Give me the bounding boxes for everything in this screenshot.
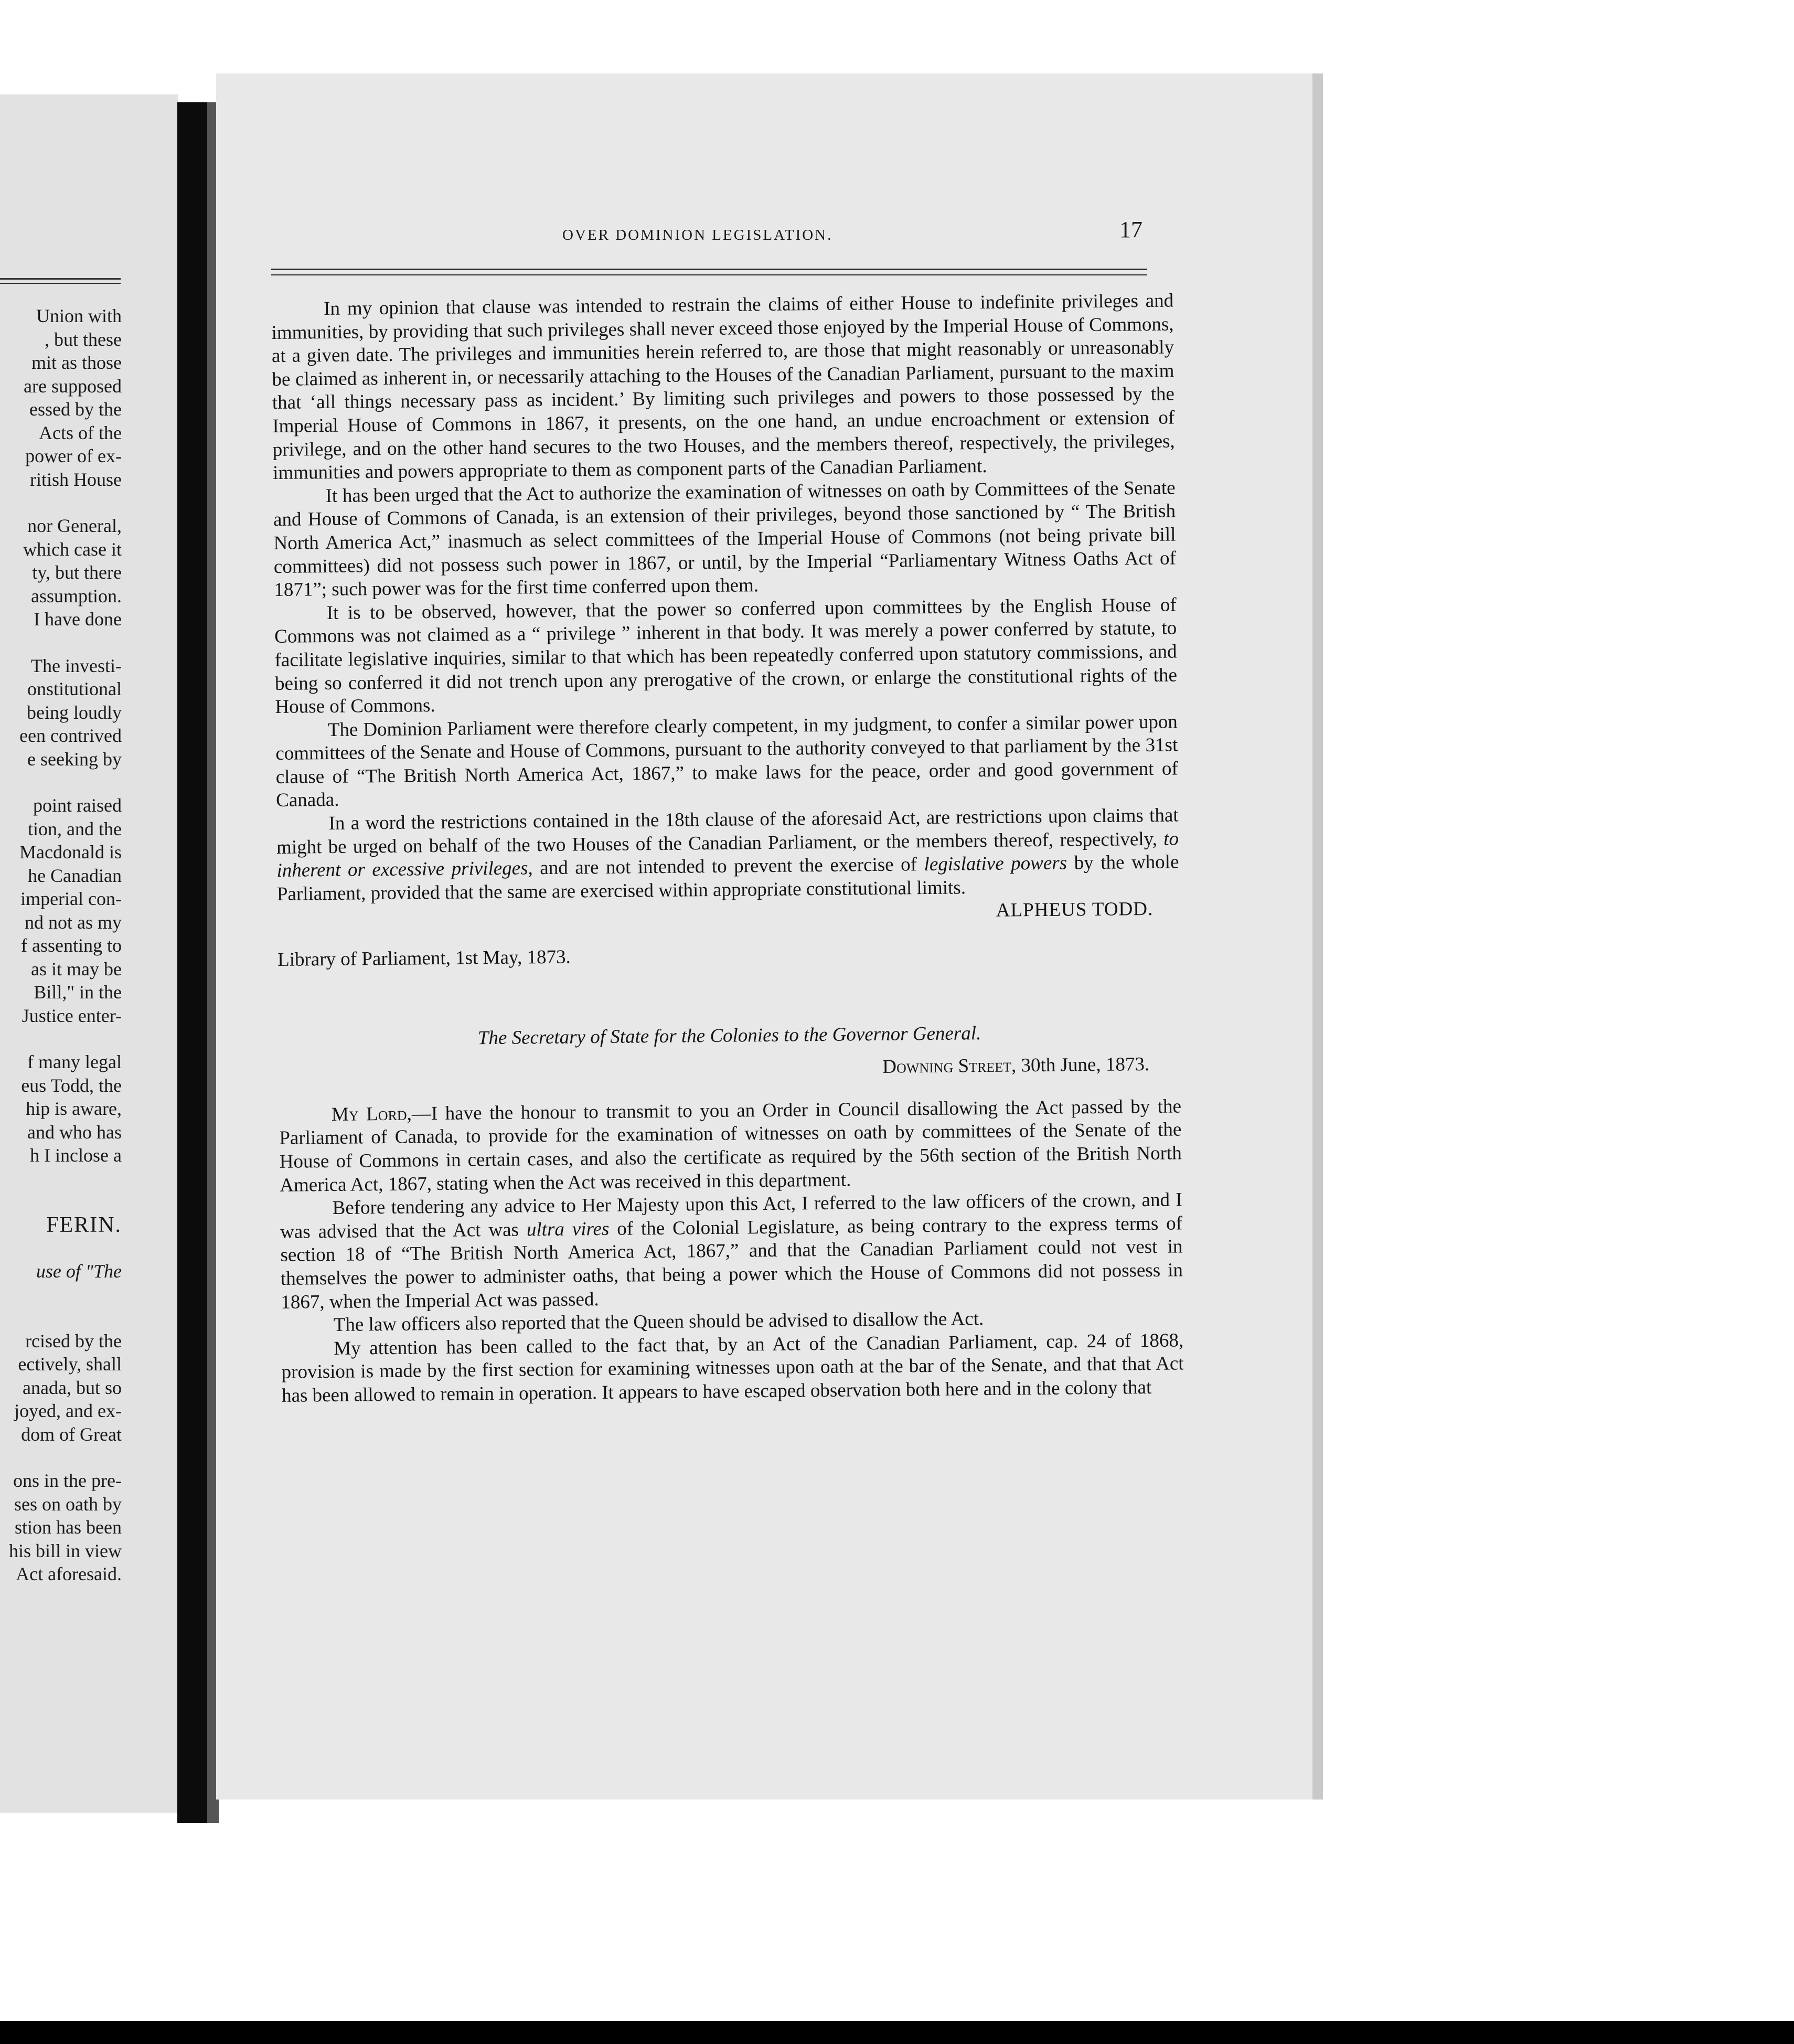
running-head: OVER DOMINION LEGISLATION. [562,227,833,243]
left-page-line: h I inclose a [30,1145,122,1166]
left-facing-page [0,94,178,1813]
left-page-line: which case it [23,538,122,560]
left-page-blank-line [0,491,122,514]
left-page-line: being loudly [27,701,122,723]
letter-paragraph-1 [279,1095,1182,1197]
left-page-line: ectively, shall [18,1354,122,1375]
dateline-place: Downing Street [882,1055,1012,1078]
memo-paragraph-4: The Dominion Parliament were therefore clearly competent, in my judgment, to confer a similar power upon committees of the Senate and House of Commons, pursuant to the authority conveyed to that parliament by the 31st clause of “The British North America Act, 1867,” to make laws for the peace, order and good government of Canada. [275,711,1178,812]
memo-p5-italic-1: to inherent or excessive privileges, [276,828,1179,882]
left-page-line: ritish House [30,469,122,490]
left-page-line: Justice enter- [22,1005,122,1026]
left-page-line: Act aforesaid. [16,1563,122,1584]
left-page-line: point raised [33,795,122,816]
page-17 [216,73,1323,1800]
dateline-date: , 30th June, 1873. [1011,1053,1150,1077]
left-page-blank-line [0,1283,122,1306]
salutation: My Lord [331,1103,407,1125]
left-page-blank-line [0,1167,122,1190]
left-page-line: nor General, [27,515,122,536]
left-page-line: Union with [36,305,122,326]
letter-dateline [279,1053,1181,1085]
left-page-blank-line [0,1027,122,1050]
left-page-line: f assenting to [21,935,122,956]
page-body [271,289,1184,1408]
memo-p5-text-c: by the whole Parliament, provided that the same are exercised within appropriate constitutional limits. [276,851,1179,905]
left-page-line: ses on oath by [14,1493,122,1515]
memo-p5-text-b: and are not intended to prevent the exercise of [532,854,924,879]
left-page-blank-line [0,1237,122,1260]
memo-p5-text-a: In a word the restrictions contained in the 18th clause of the aforesaid Act, are restrictions upon claims that might be urged on behalf of the two Houses of the Canadian Parliament, or the members thereof, respectively, [276,804,1179,858]
left-page-line: nd not as my [25,911,122,933]
left-page-line: as it may be [31,958,122,980]
left-page-line: power of ex- [25,445,122,466]
left-page-blank-line [0,631,122,654]
letter-title: The Secretary of State for the Colonies to the Governor General. [477,1022,981,1049]
letter-paragraph-3: The law officers also reported that the Queen should be advised to disallow the Act. [333,1308,984,1336]
letter-paragraph-2 [280,1189,1183,1314]
letter-p2-italic: ultra vires [526,1218,610,1241]
left-page-line: f many legal [27,1051,122,1072]
left-page-line: hip is aware, [26,1098,122,1119]
left-page-line: are supposed [24,375,122,397]
left-page-header-rule [0,278,121,284]
left-page-line: FERIN. [46,1212,122,1237]
left-page-line: use of "The [36,1261,122,1282]
memo-paragraph-2: It has been urged that the Act to authorize the examination of witnesses on oath by Committees of the Senate and House of Commons of Canada, is an extension of their privileges, beyond those sanctioned by “ The British North America Act,” inasmuch as select committees of the Imperial House of Commons (not being private bill committees) did not possess such power in 1867, or until, by the Imperial “Parliamentary Witness Oaths Act of 1871”; such power was for the first time conferred upon them. [273,477,1177,601]
memo-paragraph-1: In my opinion that clause was intended to restrain the claims of either House to indefinite privileges and immunities, by providing that such privileges shall never exceed those enjoyed by the Imperial House of Commons, at a given date. The privileges and immunities herein referred to, are those that might reasonably or unreasonably be claimed as inherent in, or necessarily attaching to the Houses of the Canadian Parliament, pursuant to the maxim that ‘all things necessary pass as incident.’ By limiting such privileges and powers to those possessed by the Imperial House of Commons in 1867, it presents, on the one hand, an undue encroachment or extension of privilege, and on the other hand secures to the two Houses, and the members thereof, respectively, the privileges, immunities and powers appropriate to them as component parts of the Canadian Parliament. [271,290,1175,484]
signature: ALPHEUS TODD. [996,898,1154,922]
letter-p2-text-b: of the Colonial Legislature, as being contrary to the express terms of section 18 of “The British North America Act, 1867,” and that the Canadian Parliament could not vest in themselves the power to administer oaths, that being a power which the House of Commons did not possess in 1867, when the Imperial Act was passed. [280,1212,1183,1313]
left-page-blank-line [0,1446,122,1469]
page-number: 17 [1119,217,1142,242]
left-page-line: Bill," in the [34,982,122,1003]
left-page-line: imperial con- [20,888,122,909]
left-page-line: and who has [27,1121,122,1143]
memo-paragraph-3: It is to be observed, however, that the power so conferred upon committees by the English House of Commons was not claimed as a “ privilege ” inherent in that body. It was merely a power conferred by statute, to facilitate legislative inquiries, similar to that which has been repeatedly conferred upon statutory commissions, and being so conferred it did not trench upon any prerogative of the crown, or enlarge the constitutional rights of the House of Commons. [274,594,1178,718]
left-page-line: e seeking by [27,748,122,770]
left-page-line: eus Todd, the [21,1074,122,1096]
place-and-date: Library of Parliament, 1st May, 1873. [277,946,571,971]
film-edge-bar [0,2021,1794,2044]
left-page-line: assumption. [30,585,122,606]
letter-p2-text-a: Before tendering any advice to Her Majesty upon this Act, I referred to the law officers of the crown, and I was advised that the Act was [280,1189,1182,1243]
letter-p1-text: ,—I have the honour to transmit to you an Order in Council disallowing the Act passed by the Parliament of Canada, to provide for the examination of witnesses on oath by committees of the Senate of the House of Commons in certain cases, and also the certificate as required by the 56th section of the British North America Act, 1867, stating when the Act was received in this department. [279,1095,1182,1196]
left-page-line: essed by the [29,399,122,420]
left-page-line: joyed, and ex- [14,1400,122,1421]
left-page-line: he Canadian [28,865,122,886]
left-page-line: stion has been [15,1517,122,1538]
left-page-blank-line [0,1190,122,1213]
left-page-text-fragments [0,304,122,1586]
left-page-line: tion, and the [28,818,122,839]
left-page-line: ons in the pre- [13,1470,122,1491]
left-page-line: mit as those [31,352,122,373]
left-page-line: The investi- [31,655,122,676]
left-page-line: onstitutional [27,678,122,699]
left-page-line: I have done [34,609,122,630]
left-page-line: , but these [45,328,122,350]
left-page-line: anada, but so [23,1377,122,1398]
left-page-line: een contrived [19,725,122,746]
left-page-line: Acts of the [39,422,122,443]
left-page-line: his bill in view [9,1540,122,1561]
left-page-blank-line [0,771,122,794]
left-page-blank-line [0,1306,122,1329]
memo-paragraph-5 [276,804,1179,907]
left-page-line: rcised by the [25,1330,122,1351]
left-page-line: Macdonald is [19,842,122,863]
left-page-line: dom of Great [21,1423,122,1445]
memo-p5-italic-2: legislative powers [924,852,1067,876]
left-page-line: ty, but there [32,562,122,583]
header-rule [271,269,1147,275]
letter-paragraph-4: My attention has been called to the fact that, by an Act of the Canadian Parliament, cap. 24 of 1868, provision is made by the first section for examining witnesses upon oath at the bar of the Senate, and that that Act has been allowed to remain in operation. It appears to have escaped observation both here and in the colony that [281,1329,1184,1407]
